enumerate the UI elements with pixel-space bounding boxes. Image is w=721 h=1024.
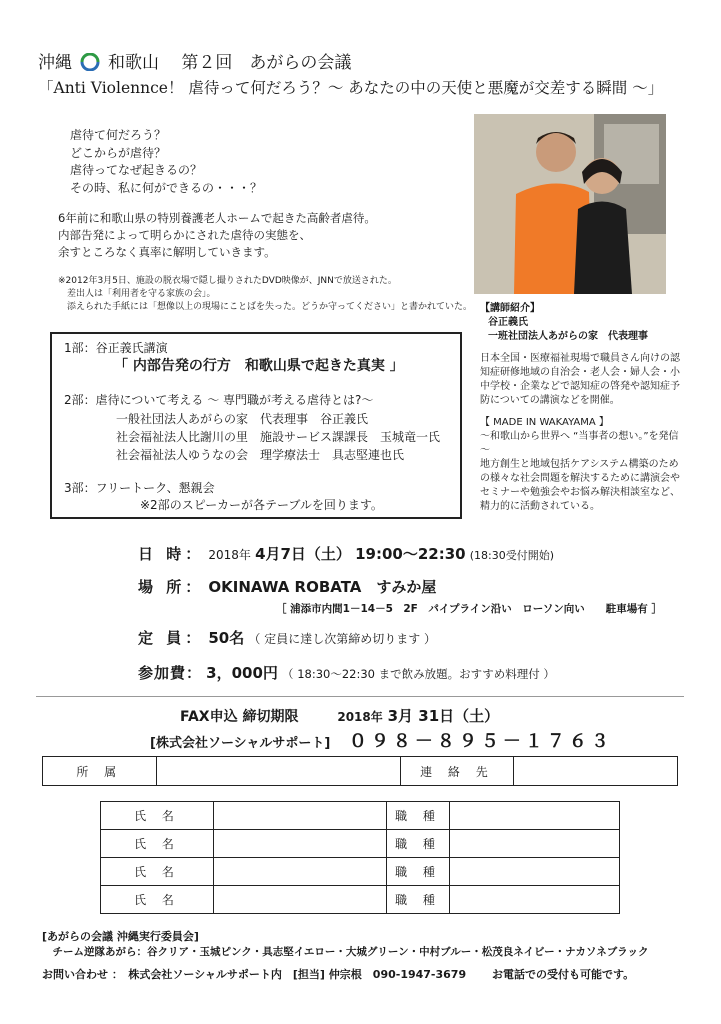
affiliation-label: 所 属 (43, 757, 157, 786)
date-year: 2018年 (208, 548, 251, 562)
speaker-desc-2: ～和歌山から世界へ “当事者の想い。”を発信 ～ (480, 431, 679, 456)
fax-number: ０９８－８９５－１７６３ (348, 731, 613, 752)
part1-label: 1部：谷正義氏講演 (64, 341, 168, 355)
capacity-note: （ 定員に達し次第締め切ります ） (248, 632, 437, 646)
fee-row (138, 662, 555, 683)
job-field[interactable] (450, 830, 620, 858)
participant-row (101, 802, 620, 830)
job-field[interactable] (450, 802, 620, 830)
title-wakayama: 和歌山 第２回 あがらの会議 (108, 53, 352, 73)
contact-label: 連 絡 先 (400, 757, 514, 786)
footer-contact-label: お問い合わせ (42, 968, 108, 981)
divider (36, 696, 684, 697)
participant-row (101, 886, 620, 914)
title-okinawa: 沖縄 (38, 53, 72, 73)
fee-label: 参加費： (138, 664, 203, 682)
fee-value: 3，000円 (206, 664, 278, 682)
part1-title: 「 内部告発の行方 和歌山県で起きた真実 」 (114, 358, 404, 374)
speaker-desc-1: 日本全国・医療福祉現場で職員さん向けの認知症研修地域の自治会・老人会・婦人会・小中学校・企業などで認知症の啓発や認知症予防についての講演などを開催。 (480, 353, 680, 406)
event-logo-icon (80, 53, 100, 71)
part3-note: ※2部のスピーカーが各テーブルを回ります。 (140, 498, 383, 512)
intro-note: ※2012年3月5日、施設の脱衣場で隠し撮りされたDVD映像が、JNNで放送された。 差出人は「利用者を守る家族の会」。 添えられた手紙には「想像以上の現場にことばを失った。どうか守ってください」と書かれていた。 (58, 276, 473, 312)
event-subtitle: 「Anti Violennce！ 虐待って何だろう？～ あなたの中の天使と悪魔が交差する瞬間 ～」 (38, 79, 664, 97)
participant-table (100, 801, 620, 914)
place-name: OKINAWA ROBATA すみか屋 (208, 578, 437, 596)
footer-org: [あがらの会議 沖縄実行委員会] (42, 930, 199, 943)
part2-speaker-2: 社会福祉法人比謝川の里 施設サービス課課長 玉城竜一氏 (116, 430, 441, 444)
speaker-photo (474, 114, 666, 294)
affiliation-field[interactable] (156, 757, 400, 786)
speaker-name: 谷正義氏 (488, 317, 528, 328)
date-note: (18:30受付開始) (469, 549, 555, 562)
fax-deadline-day: 3月 31日（土） (387, 707, 500, 725)
speaker-org: 一班社団法人あがらの家 代表理事 (488, 331, 648, 342)
footer-phone-note: お電話での受付も可能です。 (491, 968, 635, 981)
date-label: 日 時： (138, 545, 205, 563)
place-address: ［ 浦添市内間1－14－5 2F パイプライン沿い ローソン向い 駐車場有 ］ (276, 603, 662, 615)
fax-deadline-year: 2018年 (337, 710, 383, 724)
participant-row (101, 858, 620, 886)
fax-contact (150, 727, 613, 753)
job-label: 職 種 (387, 830, 450, 858)
footer-contact: ： 株式会社ソーシャルサポート内 [担当] 仲宗根 090-1947-3679 (111, 968, 467, 981)
job-label: 職 種 (387, 858, 450, 886)
job-label: 職 種 (387, 802, 450, 830)
name-field[interactable] (214, 802, 387, 830)
participant-row (101, 830, 620, 858)
name-label: 氏 名 (101, 802, 214, 830)
name-field[interactable] (214, 886, 387, 914)
place-label: 場 所： (138, 578, 205, 596)
affiliation-table (42, 756, 678, 786)
name-field[interactable] (214, 858, 387, 886)
part2-label: 2部：虐待について考える ～ 専門職が考える虐待とは?～ (64, 393, 374, 407)
fax-company: [株式会社ソーシャルサポート] (150, 736, 331, 751)
part2-speaker-3: 社会福祉法人ゆうなの会 理学療法士 具志堅連也氏 (116, 448, 405, 462)
capacity-value: 50名 (208, 629, 245, 647)
intro-questions: 虐待て何だろう？ どこからが虐待？ 虐待ってなぜ起きるの？ その時、私に何ができるの・・・？ (70, 128, 263, 195)
footer-contact-row (42, 966, 634, 982)
event-title (38, 48, 351, 73)
speaker-made-header: 【 MADE IN WAKAYAMA 】 (480, 417, 609, 428)
date-row (138, 543, 554, 564)
capacity-row (138, 627, 436, 648)
speaker-header: 【講師紹介】 (480, 303, 540, 314)
fax-deadline (180, 705, 499, 726)
program-box (50, 332, 462, 519)
name-label: 氏 名 (101, 858, 214, 886)
footer-team: チーム逆隊あがら：谷クリア・玉城ピンク・具志堅イエロー・大城グリーン・中村ブルー・松茂良ネイビー・ナカソネブラック (42, 946, 649, 958)
contact-field[interactable] (514, 757, 678, 786)
job-field[interactable] (450, 858, 620, 886)
job-field[interactable] (450, 886, 620, 914)
place-row (138, 576, 436, 597)
name-label: 氏 名 (101, 830, 214, 858)
job-label: 職 種 (387, 886, 450, 914)
fee-note: （ 18:30～22:30 まで飲み放題。おすすめ料理付 ） (282, 667, 555, 681)
speaker-desc-3: 地方創生と地域包括ケアシステム構築のための様々な社会問題を解決するために講演会やセミナーや勉強会やお悩み解決相談室など、精力的に活動されている。 (480, 459, 680, 512)
date-time: 19:00～22:30 (355, 545, 466, 563)
date-day: 4月7日（土） (255, 545, 351, 563)
intro-body: 6年前に和歌山県の特別養護老人ホームで起きた高齢者虐待。 内部告発によって明らかにされた虐待の実態を、 余すところなく真率に解明していきます。 (58, 211, 376, 259)
name-field[interactable] (214, 830, 387, 858)
speaker-profile (480, 302, 680, 514)
name-label: 氏 名 (101, 886, 214, 914)
part3-label: 3部：フリートーク、懇親会 (64, 481, 215, 495)
capacity-label: 定 員： (138, 629, 205, 647)
part2-speaker-1: 一般社団法人あがらの家 代表理事 谷正義氏 (116, 412, 369, 426)
fax-label: FAX申込 締切期限 (180, 709, 299, 725)
